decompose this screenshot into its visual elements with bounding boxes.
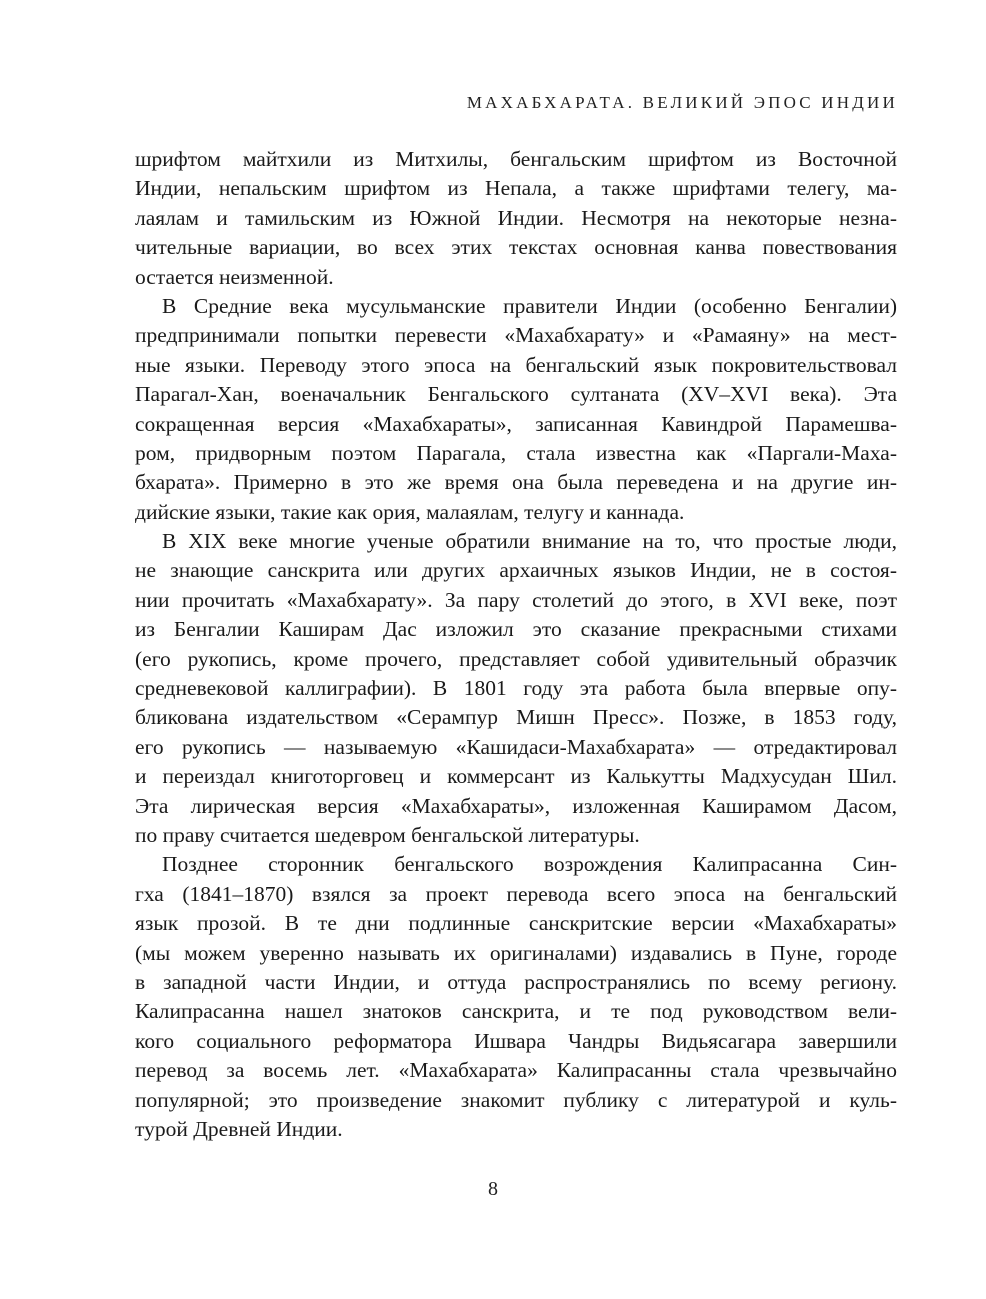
text-line: Индии, непальским шрифтом из Непала, а также шрифтами телегу, ма- — [135, 176, 897, 201]
paragraph-4 — [135, 850, 897, 1144]
text-line: не знающие санскрита или других архаичных языков Индии, не в состоя- — [135, 558, 897, 583]
body-text — [135, 145, 897, 1144]
text-line: чительные вариации, во всех этих текстах основная канва повествования — [135, 235, 897, 260]
text-line: бликована издательством «Серампур Мишн Пресс». Позже, в 1853 году, — [135, 705, 897, 730]
running-header: МАХАБХАРАТА. ВЕЛИКИЙ ЭПОС ИНДИИ — [466, 93, 898, 112]
text-line: перевод за восемь лет. «Махабхарата» Калипрасанны стала чрезвычайно — [135, 1058, 897, 1083]
text-line: остается неизменной. — [135, 264, 334, 289]
paragraph-2 — [135, 292, 897, 527]
text-line: из Бенгалии Каширам Дас изложил это сказание прекрасными стихами — [135, 617, 897, 642]
text-line: средневековой каллиграфии). В 1801 году эта работа была впервые опу- — [135, 676, 897, 701]
paragraph-3 — [135, 527, 897, 850]
text-line: предпринимали попытки перевести «Махабхарату» и «Рамаяну» на мест- — [135, 323, 897, 348]
text-line: (его рукопись, кроме прочего, представляет собой удивительный образчик — [135, 646, 897, 671]
text-line: (мы можем уверенно называть их оригиналами) издавались в Пуне, городе — [135, 940, 897, 965]
text-line: сокращенная версия «Махабхараты», записанная Кавиндрой Парамешва- — [135, 411, 897, 436]
page-number: 8 — [488, 1178, 498, 1200]
text-line: лаялам и тамильским из Южной Индии. Несмотря на некоторые незна- — [135, 205, 897, 230]
text-line: по праву считается шедевром бенгальской литературы. — [135, 822, 640, 847]
text-line: гха (1841–1870) взялся за проект перевода всего эпоса на бенгальский — [135, 881, 897, 906]
text-line: Калипрасанна нашел знатоков санскрита, и те под руководством вели- — [135, 999, 897, 1024]
text-line: дийские языки, такие как ория, малаялам, телугу и каннада. — [135, 499, 685, 524]
text-line: язык прозой. В те дни подлинные санскритские версии «Махабхараты» — [135, 911, 897, 936]
paragraph-1 — [135, 145, 897, 292]
text-line: популярной; это произведение знакомит публику с литературой и куль- — [135, 1087, 897, 1112]
text-line: В XIX веке многие ученые обратили внимание на то, что простые люди, — [162, 529, 897, 554]
text-line: бхарата». Примерно в это же время она была переведена и на другие ин- — [135, 470, 897, 495]
text-line: Эта лирическая версия «Махабхараты», изложенная Каширамом Дасом, — [135, 793, 897, 818]
text-line: Парагал-Хан, военачальник Бенгальского султаната (XV–XVI века). Эта — [135, 382, 897, 407]
text-line: Позднее сторонник бенгальского возрождения Калипрасанна Син- — [162, 852, 897, 877]
text-line: шрифтом майтхили из Митхилы, бенгальским шрифтом из Восточной — [135, 147, 897, 171]
text-line: и переиздал книготорговец и коммерсант из Калькутты Мадхусудан Шил. — [135, 764, 897, 789]
text-line: В Средние века мусульманские правители Индии (особенно Бенгалии) — [162, 293, 897, 318]
text-line: турой Древней Индии. — [135, 1116, 343, 1141]
text-line: ром, придворным поэтом Парагала, стала известна как «Паргали-Маха- — [135, 440, 897, 465]
text-line: ные языки. Переводу этого эпоса на бенгальский язык покровительствовал — [135, 352, 897, 377]
text-line: нии прочитать «Махабхарату». За пару столетий до этого, в XVI веке, поэт — [135, 587, 897, 612]
text-line: его рукопись — называемую «Кашидаси-Махабхарата» — отредактировал — [135, 734, 897, 759]
text-line: в западной части Индии, и оттуда распространялись по всему региону. — [135, 969, 897, 994]
text-line: кого социального реформатора Ишвара Чандры Видьясагара завершили — [135, 1028, 897, 1053]
